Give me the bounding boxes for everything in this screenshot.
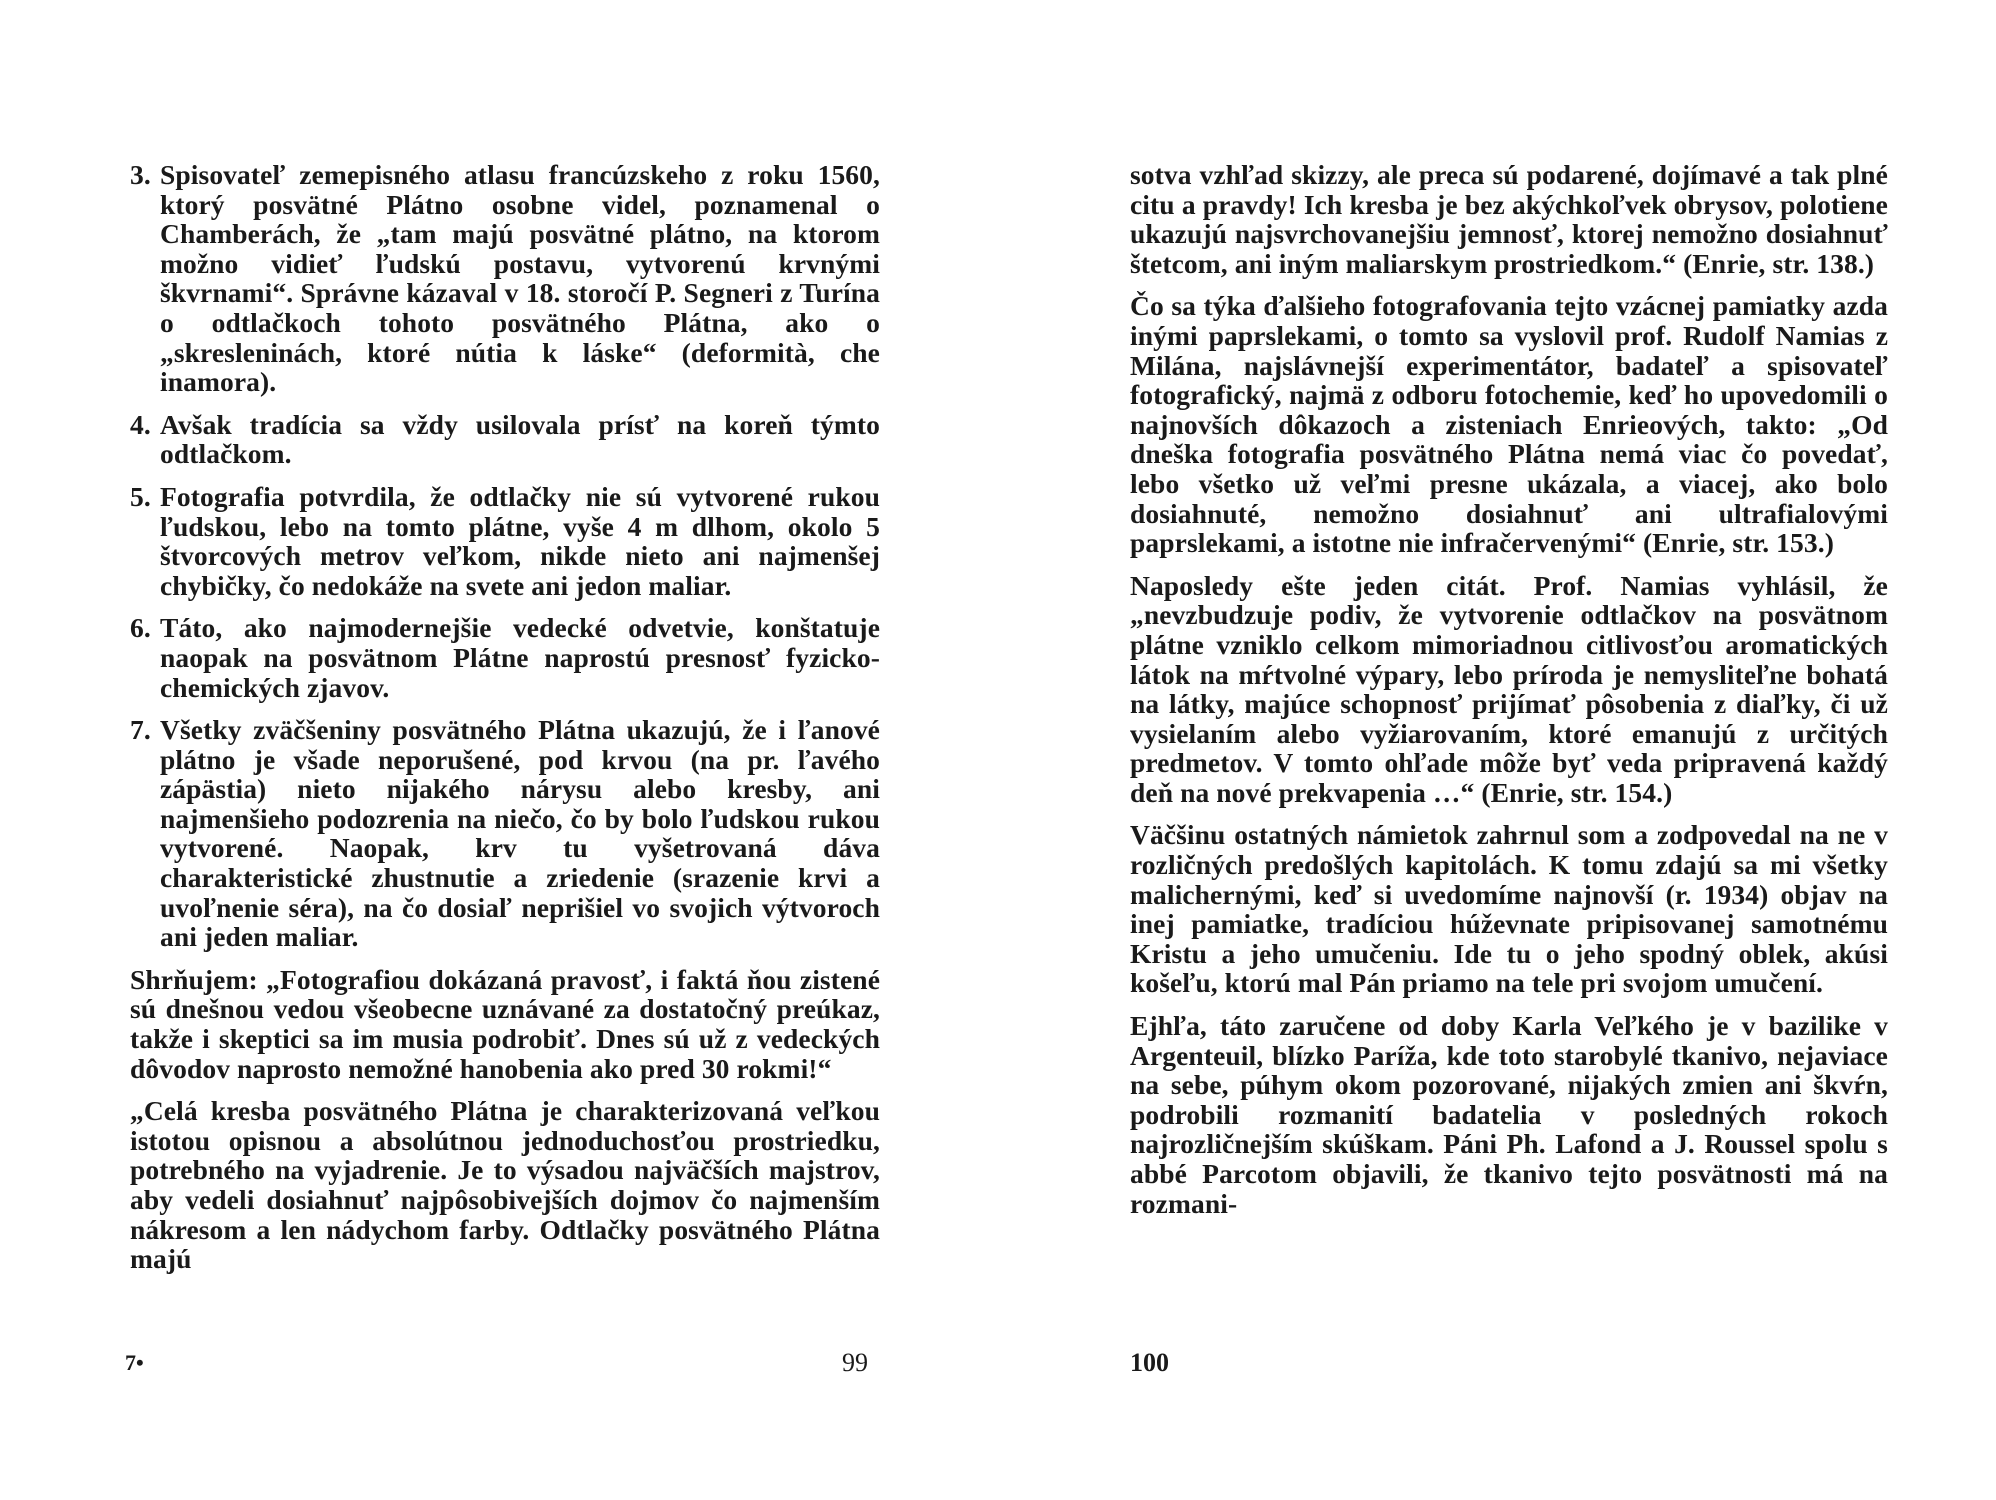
paragraph: Ejhľa, táto zaručene od doby Karla Veľkého je v bazilike v Argenteuil, blízko Paríža, kde toto starobylé tkanivo, nejaviace na sebe, púhym okom pozorované, nijakých zmien ani škvŕn, podrobili rozmanití badatelia v posledných rokoch najrozličnejším skúškam. Páni Ph. Lafond a J. Roussel spolu s abbé Parcotom objavili, že tkanivo tejto posvätnosti má na rozmani- bbox=[1130, 1010, 1888, 1219]
point-number: 5. bbox=[130, 480, 151, 512]
point-text: Spisovateľ zemepisného atlasu francúzskeho z roku 1560, ktorý posvätné Plátno osobne videl, poznamenal o Chamberách, že „tam majú posvätné plátno, na ktorom možno vidieť ľudskú postavu, vytvorenú krvnými škvrnami“. Správne kázaval v 18. storočí P. Segneri z Turína o odtlačkoch tohoto posvätného Plátna, ako o „skresleninách, ktoré nútia k láske“ (deformità, che inamora). bbox=[160, 159, 880, 398]
numbered-point bbox=[130, 410, 880, 469]
paragraph: „Celá kresba posvätného Plátna je charakterizovaná veľkou istotou opisnou a absolútnou jednoduchosťou prostriedku, potrebného na vyjadrenie. Je to výsadou najväčších majstrov, aby vedeli dosiahnuť najpôsobivejších dojmov čo najmenším nákresom a len nádychom farby. Odtlačky posvätného Plátna majú bbox=[130, 1095, 880, 1275]
paragraph: Väčšinu ostatných námietok zahrnul som a zodpovedal na ne v rozličných predošlých kapitolách. K tomu zdajú sa mi všetky malichernými, keď si uvedomíme najnovší (r. 1934) objav na inej pamiatke, tradíciou húževnate pripisovanej samotnému Kristu a jeho umučeniu. Ide tu o jeho spodný oblek, akúsi košeľu, ktorú mal Pán priamo na tele pri svojom umučení. bbox=[1130, 819, 1888, 999]
point-text: Avšak tradícia sa vždy usilovala prísť na koreň týmto odtlačkom. bbox=[160, 408, 880, 470]
left-page-text bbox=[130, 160, 880, 1287]
point-text: Fotografia potvrdila, že odtlačky nie sú vytvorené rukou ľudskou, lebo na tomto plátne, vyše 4 m dlhom, okolo 5 štvorcových metrov veľkom, nikde nieto ani najmenšej chybičky, čo nedokáže na svete ani jedon maliar. bbox=[160, 480, 880, 601]
point-number: 7. bbox=[130, 714, 151, 746]
right-page-text bbox=[1130, 160, 1888, 1231]
numbered-point bbox=[130, 715, 880, 952]
right-page bbox=[998, 0, 1996, 1500]
numbered-point bbox=[130, 482, 880, 600]
numbered-point bbox=[130, 613, 880, 702]
point-number: 6. bbox=[130, 612, 151, 644]
point-number: 4. bbox=[130, 408, 151, 440]
page-number: 100 bbox=[1130, 1348, 1169, 1377]
page-number: 99 bbox=[842, 1348, 868, 1377]
paragraph: Naposledy ešte jeden citát. Prof. Namias vyhlásil, že „nevzbudzuje podiv, že vytvorenie odtlačkov na posvätnom plátne vzniklo celkom mimoriadnou citlivosťou aromatických látok na mŕtvolné výpary, lebo príroda je nemysliteľne bohatá na látky, majúce schopnosť prijímať pôsobenia z diaľky, či už vysielaním alebo vyžiarovaním, ktoré emanujú z určitých predmetov. V tomto ohľade môže byť veda pripravená každý deň na nové prekvapenia …“ (Enrie, str. 154.) bbox=[1130, 569, 1888, 808]
point-text: Táto, ako najmodernejšie vedecké odvetvie, konštatuje naopak na posvätnom Plátne naprostú presnosť fyzicko-chemických zjavov. bbox=[160, 612, 880, 703]
point-number: 3. bbox=[130, 159, 151, 190]
paragraph: Čo sa týka ďalšieho fotografovania tejto vzácnej pamiatky azda inými paprslekami, o tomto sa vyslovil prof. Rudolf Namias z Milána, najslávnejší experimentátor, badateľ a spisovateľ fotografický, najmä z odboru fotochemie, keď ho upovedomili o najnovších dôkazoch a zisteniach Enrieových, takto: „Od dneška fotografia posvätného Plátna nemá viac čo povedať, lebo všetko už veľmi presne ukázala, a viacej, ako bolo dosiahnuté, nemožno dosiahnuť ani ultrafialovými paprslekami, a istotne nie infračervenými“ (Enrie, str. 153.) bbox=[1130, 290, 1888, 559]
paragraph: Shrňujem: „Fotografiou dokázaná pravosť, i faktá ňou zistené sú dnešnou vedou všeobecne uznávané za dostatočný preúkaz, takže i skeptici sa im musia podrobiť. Dnes sú už z vedeckých dôvodov naprosto nemožné hanobenia ako pred 30 rokmi!“ bbox=[130, 963, 880, 1084]
numbered-point bbox=[130, 160, 880, 397]
paragraph: sotva vzhľad skizzy, ale preca sú podarené, dojímavé a tak plné citu a pravdy! Ich kresba je bez akýchkoľvek obrysov, polotiene ukazujú najsvrchovanejšiu jemnosť, ktorej nemožno dosiahnuť štetcom, ani iným maliarskym prostriedkom.“ (Enrie, str. 138.) bbox=[1130, 159, 1888, 279]
point-text: Všetky zväčšeniny posvätného Plátna ukazujú, že i ľanové plátno je všade neporušené, pod krvou (na pr. ľavého zápästia) nieto nijakého nárysu alebo kresby, ani najmenšieho podozrenia na niečo, čo by bolo ľudskou rukou vytvorené. Naopak, krv tu vyšetrovaná dáva charakteristické zhustnutie a zriedenie (srazenie krvi a uvoľnenie séra), na čo dosiaľ neprišiel vo svojich výtvoroch ani jeden maliar. bbox=[160, 714, 880, 953]
signature-mark: 7• bbox=[125, 1350, 144, 1375]
numbered-points bbox=[130, 160, 880, 952]
